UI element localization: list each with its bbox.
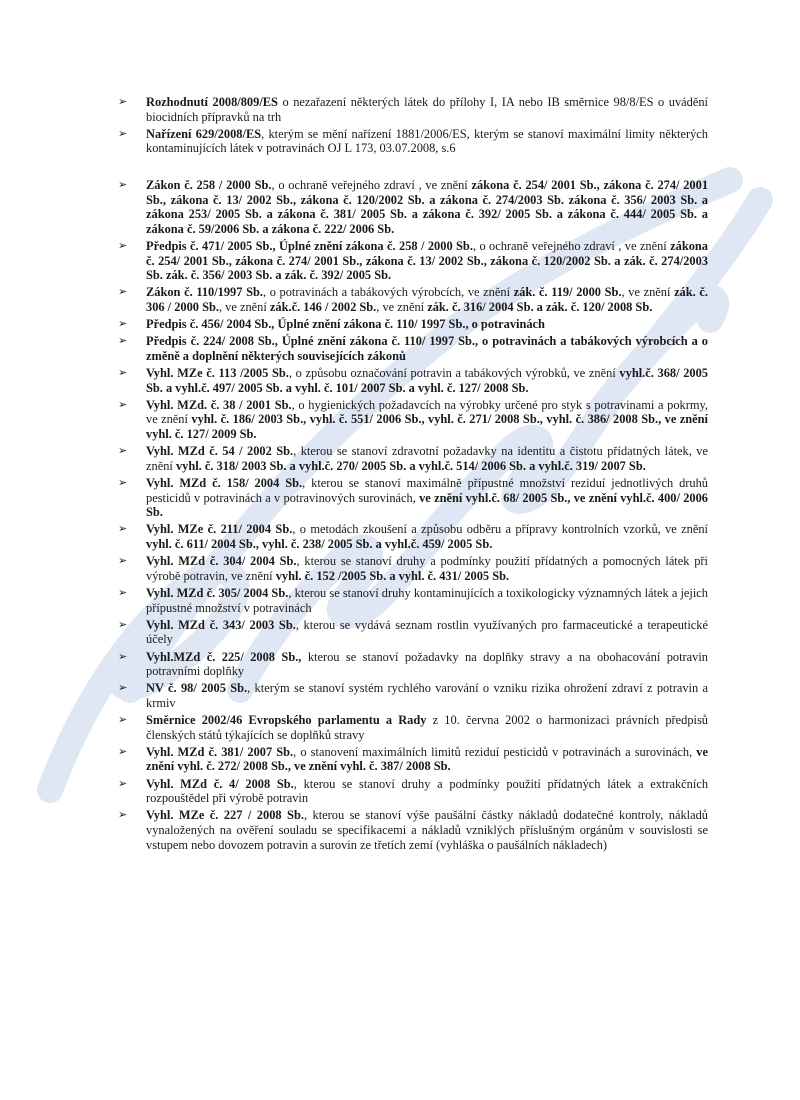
arrow-bullet-icon: ➢ bbox=[118, 397, 128, 411]
regulation-reference: Vyhl. MZd č. 4/ 2008 Sb. bbox=[146, 776, 294, 791]
regulation-reference: ve znění vyhl. č. 272/ 2008 Sb., ve znění vyhl. č. 387/ 2008 Sb. bbox=[146, 744, 708, 774]
regulation-item bbox=[118, 366, 708, 395]
regulation-item bbox=[118, 650, 708, 679]
regulation-reference: Nařízení 629/2008/ES bbox=[146, 126, 262, 141]
regulation-reference: Vyhl. MZd č. 381/ 2007 Sb. bbox=[146, 744, 294, 759]
regulation-reference: Předpis č. 471/ 2005 Sb., Úplné znění zákona č. 258 / 2000 Sb. bbox=[146, 238, 473, 253]
arrow-bullet-icon: ➢ bbox=[118, 776, 128, 790]
regulation-item bbox=[118, 713, 708, 742]
regulation-item bbox=[118, 618, 708, 647]
regulation-reference: Vyhl. MZd č. 305/ 2004 Sb. bbox=[146, 585, 289, 600]
regulation-description: , o stanovení maximálních limitů reziduí pesticidů v potravinách a surovinách, bbox=[293, 744, 697, 759]
regulation-description: z 10. června 2002 o harmonizaci právních předpisů členských států týkajících se doplňků stravy bbox=[146, 713, 708, 742]
regulation-item bbox=[118, 398, 708, 442]
regulation-reference: Předpis č. 224/ 2008 Sb., Úplné znění zákona č. 110/ 1997 Sb., o potravinách a tabákových výrobcích a o změně a doplnění některých souvisejících zákonů bbox=[146, 334, 708, 363]
arrow-bullet-icon: ➢ bbox=[118, 522, 128, 536]
regulation-reference: Vyhl.MZd č. 225/ 2008 Sb., bbox=[146, 649, 302, 664]
regulation-item bbox=[118, 239, 708, 283]
regulation-reference: Vyhl. MZe č. 211/ 2004 Sb. bbox=[146, 522, 293, 537]
regulation-description: , o potravinách a tabákových výrobcích, ve znění bbox=[262, 285, 514, 300]
regulation-reference: zákona č. 254/ 2001 Sb., zákona č. 274/ 2001 Sb., zákona č. 13/ 2002 Sb., zákona č. 120/2002 Sb. a zákona č. 274/2003 Sb. zákona č. 356/ 2003 Sb. a zákona 253/ 2005 Sb. a zákona č. 381/ 2005 Sb. a zákona č. 392/ 2005 Sb. a zákona č. 444/ 2005 Sb. a zákona č. 59/2006 Sb. a zákona č. 222/ 2006 Sb. bbox=[146, 178, 709, 236]
regulation-reference: Směrnice 2002/46 Evropského parlamentu a Rady bbox=[146, 713, 427, 728]
regulation-reference: NV č. 98/ 2005 Sb. bbox=[146, 681, 248, 696]
regulation-item bbox=[118, 178, 708, 236]
regulation-description: , o způsobu označování potravin a tabákových výrobků, ve znění bbox=[288, 366, 620, 381]
arrow-bullet-icon: ➢ bbox=[118, 366, 128, 380]
regulation-item bbox=[118, 334, 708, 363]
regulation-description: , o ochraně veřejného zdraví , ve znění bbox=[472, 238, 671, 253]
regulation-reference: Vyhl. MZd č. 158/ 2004 Sb. bbox=[146, 476, 303, 491]
regulation-item bbox=[118, 127, 708, 156]
arrow-bullet-icon: ➢ bbox=[118, 808, 128, 822]
regulation-item bbox=[118, 777, 708, 806]
regulation-list-eu bbox=[118, 95, 708, 159]
regulation-item bbox=[118, 586, 708, 615]
regulation-reference: Rozhodnutí 2008/809/ES bbox=[146, 95, 278, 109]
regulation-reference: Předpis č. 456/ 2004 Sb., Úplné znění zákona č. 110/ 1997 Sb., o potravinách bbox=[146, 317, 545, 332]
regulation-description: , ve znění bbox=[376, 299, 428, 314]
regulation-item bbox=[118, 522, 708, 551]
arrow-bullet-icon: ➢ bbox=[118, 444, 128, 458]
arrow-bullet-icon: ➢ bbox=[118, 238, 128, 252]
regulation-reference: ve znění vyhl.č. 68/ 2005 Sb., ve znění vyhl.č. 400/ 2006 Sb. bbox=[146, 490, 708, 520]
arrow-bullet-icon: ➢ bbox=[118, 95, 128, 108]
regulation-reference: Vyhl. MZd. č. 38 / 2001 Sb. bbox=[146, 397, 292, 412]
regulation-item bbox=[118, 681, 708, 710]
arrow-bullet-icon: ➢ bbox=[118, 178, 128, 191]
regulation-description: o nezařazení některých látek do přílohy I, IA nebo IB směrnice 98/8/ES o uvádění biocidních přípravků na trh bbox=[146, 95, 709, 124]
arrow-bullet-icon: ➢ bbox=[118, 744, 128, 758]
arrow-bullet-icon: ➢ bbox=[118, 649, 128, 663]
regulation-description: , ve znění bbox=[621, 285, 675, 300]
arrow-bullet-icon: ➢ bbox=[118, 126, 128, 140]
regulation-description: , o metodách zkoušení a způsobu odběru a přípravy kontrolních vzorků, ve znění bbox=[292, 522, 708, 537]
regulation-description: , kterou se stanoví druhy a podmínky použití přídatných a pomocných látek při výrobě potravin, ve znění bbox=[146, 554, 708, 583]
arrow-bullet-icon: ➢ bbox=[118, 334, 128, 348]
regulation-item bbox=[118, 808, 708, 852]
regulation-description: , o hygienických požadavcích na výrobky určené pro styk s potravinami a pokrmy, ve znění bbox=[146, 397, 708, 427]
regulation-item bbox=[118, 554, 708, 583]
regulation-description: , ve znění bbox=[218, 299, 270, 314]
regulation-item bbox=[118, 476, 708, 520]
regulation-reference: vyhl.č. 368/ 2005 Sb. a vyhl.č. 497/ 2005 Sb. a vyhl. č. 101/ 2007 Sb. a vyhl. č. 127/ 2008 Sb. bbox=[146, 366, 708, 395]
arrow-bullet-icon: ➢ bbox=[118, 713, 128, 727]
regulation-item bbox=[118, 745, 708, 774]
regulation-reference: Vyhl. MZe č. 113 /2005 Sb. bbox=[146, 366, 289, 381]
regulation-item bbox=[118, 444, 708, 473]
regulation-reference: vyhl. č. 152 /2005 Sb. a vyhl. č. 431/ 2005 Sb. bbox=[275, 568, 510, 583]
arrow-bullet-icon: ➢ bbox=[118, 585, 128, 599]
regulation-item bbox=[118, 285, 708, 314]
arrow-bullet-icon: ➢ bbox=[118, 285, 128, 299]
regulation-reference: vyhl. č. 611/ 2004 Sb., vyhl. č. 238/ 2005 Sb. a vyhl.č. 459/ 2005 Sb. bbox=[146, 537, 493, 551]
regulation-description: , kterou se vydává seznam rostlin využívaných pro farmaceutické a terapeutické účely bbox=[146, 617, 708, 647]
regulation-description: kterou se stanoví požadavky na doplňky stravy a na obohacování potravin potravními doplňky bbox=[146, 649, 708, 679]
regulation-reference: Vyhl. MZd č. 54 / 2002 Sb. bbox=[146, 444, 294, 459]
arrow-bullet-icon: ➢ bbox=[118, 681, 128, 695]
regulation-description: , kterou se stanoví druhy kontaminujících a toxikologicky významných látek a jejich přípustné množství v potravinách bbox=[146, 585, 708, 615]
regulation-description: , kterým se stanoví systém rychlého varování o vzniku rizika ohrožení zdraví z potravin a krmiv bbox=[146, 681, 708, 710]
regulation-description: , kterou se stanoví výše paušální částky nákladů dodatečné kontroly, nákladů vynaložených na ověření souladu se specifikacemi a nákladů vzniklých příslušným orgánům v souvislosti se vstupem nebo dovozem potravin a surovin ze třetích zemí (vyhláška o paušálních nákladech) bbox=[146, 808, 708, 852]
regulation-description: , kterou se stanoví maximálně přípustné množství reziduí jednotlivých druhů pesticidů v potravinách a v potravinových surovinách, bbox=[146, 476, 709, 505]
regulation-reference: zák.č. 146 / 2002 Sb. bbox=[269, 299, 377, 314]
regulation-reference: Zákon č. 258 / 2000 Sb. bbox=[146, 178, 272, 192]
regulation-reference: Zákon č. 110/1997 Sb. bbox=[146, 285, 263, 300]
regulation-reference: zák. č. 316/ 2004 Sb. a zák. č. 120/ 2008 Sb. bbox=[427, 299, 653, 314]
arrow-bullet-icon: ➢ bbox=[118, 476, 128, 490]
regulation-description: , kterou se stanoví zdravotní požadavky na identitu a čistotu přídatných látek, ve znění bbox=[146, 444, 709, 473]
regulation-reference: vyhl. č. 318/ 2003 Sb. a vyhl.č. 270/ 2005 Sb. a vyhl.č. 514/ 2006 Sb. a vyhl.č. 319/ 2007 Sb. bbox=[175, 458, 646, 473]
regulation-reference: Vyhl. MZe č. 227 / 2008 Sb. bbox=[146, 808, 304, 823]
regulation-description: , o ochraně veřejného zdraví , ve znění bbox=[271, 178, 472, 192]
regulation-list-national bbox=[118, 178, 708, 855]
regulation-description: , kterou se stanoví druhy a podmínky použití přídatných látek a extrakčních rozpouštědel při výrobě potravin bbox=[146, 776, 709, 806]
regulation-reference: zák. č. 119/ 2000 Sb. bbox=[513, 285, 622, 300]
regulation-description: , kterým se mění nařízení 1881/2006/ES, kterým se stanoví maximální limity některých kontaminujících látek v potravinách OJ L 173, 03.07.2008, s.6 bbox=[146, 126, 708, 156]
regulation-item bbox=[118, 95, 708, 124]
regulation-item bbox=[118, 317, 708, 332]
regulation-reference: zák. č. 306 / 2000 Sb. bbox=[146, 285, 708, 314]
arrow-bullet-icon: ➢ bbox=[118, 554, 128, 568]
regulation-reference: Vyhl. MZd č. 343/ 2003 Sb. bbox=[146, 617, 296, 632]
regulation-reference: zákona č. 254/ 2001 Sb., zákona č. 274/ 2001 Sb., zákona č. 13/ 2002 Sb., zákona č. 120/2002 Sb. a zák. č. 274/2003 Sb. zák. č. 356/ 2003 Sb. a zák. č. 392/ 2005 Sb. bbox=[146, 238, 708, 283]
arrow-bullet-icon: ➢ bbox=[118, 317, 128, 331]
arrow-bullet-icon: ➢ bbox=[118, 617, 128, 631]
regulation-reference: Vyhl. MZd č. 304/ 2004 Sb. bbox=[146, 554, 297, 569]
regulation-reference: vyhl. č. 186/ 2003 Sb., vyhl. č. 551/ 2006 Sb., vyhl. č. 271/ 2008 Sb., vyhl. č. 386/ 2008 Sb., ve znění vyhl. č. 127/ 2009 Sb. bbox=[146, 412, 708, 442]
